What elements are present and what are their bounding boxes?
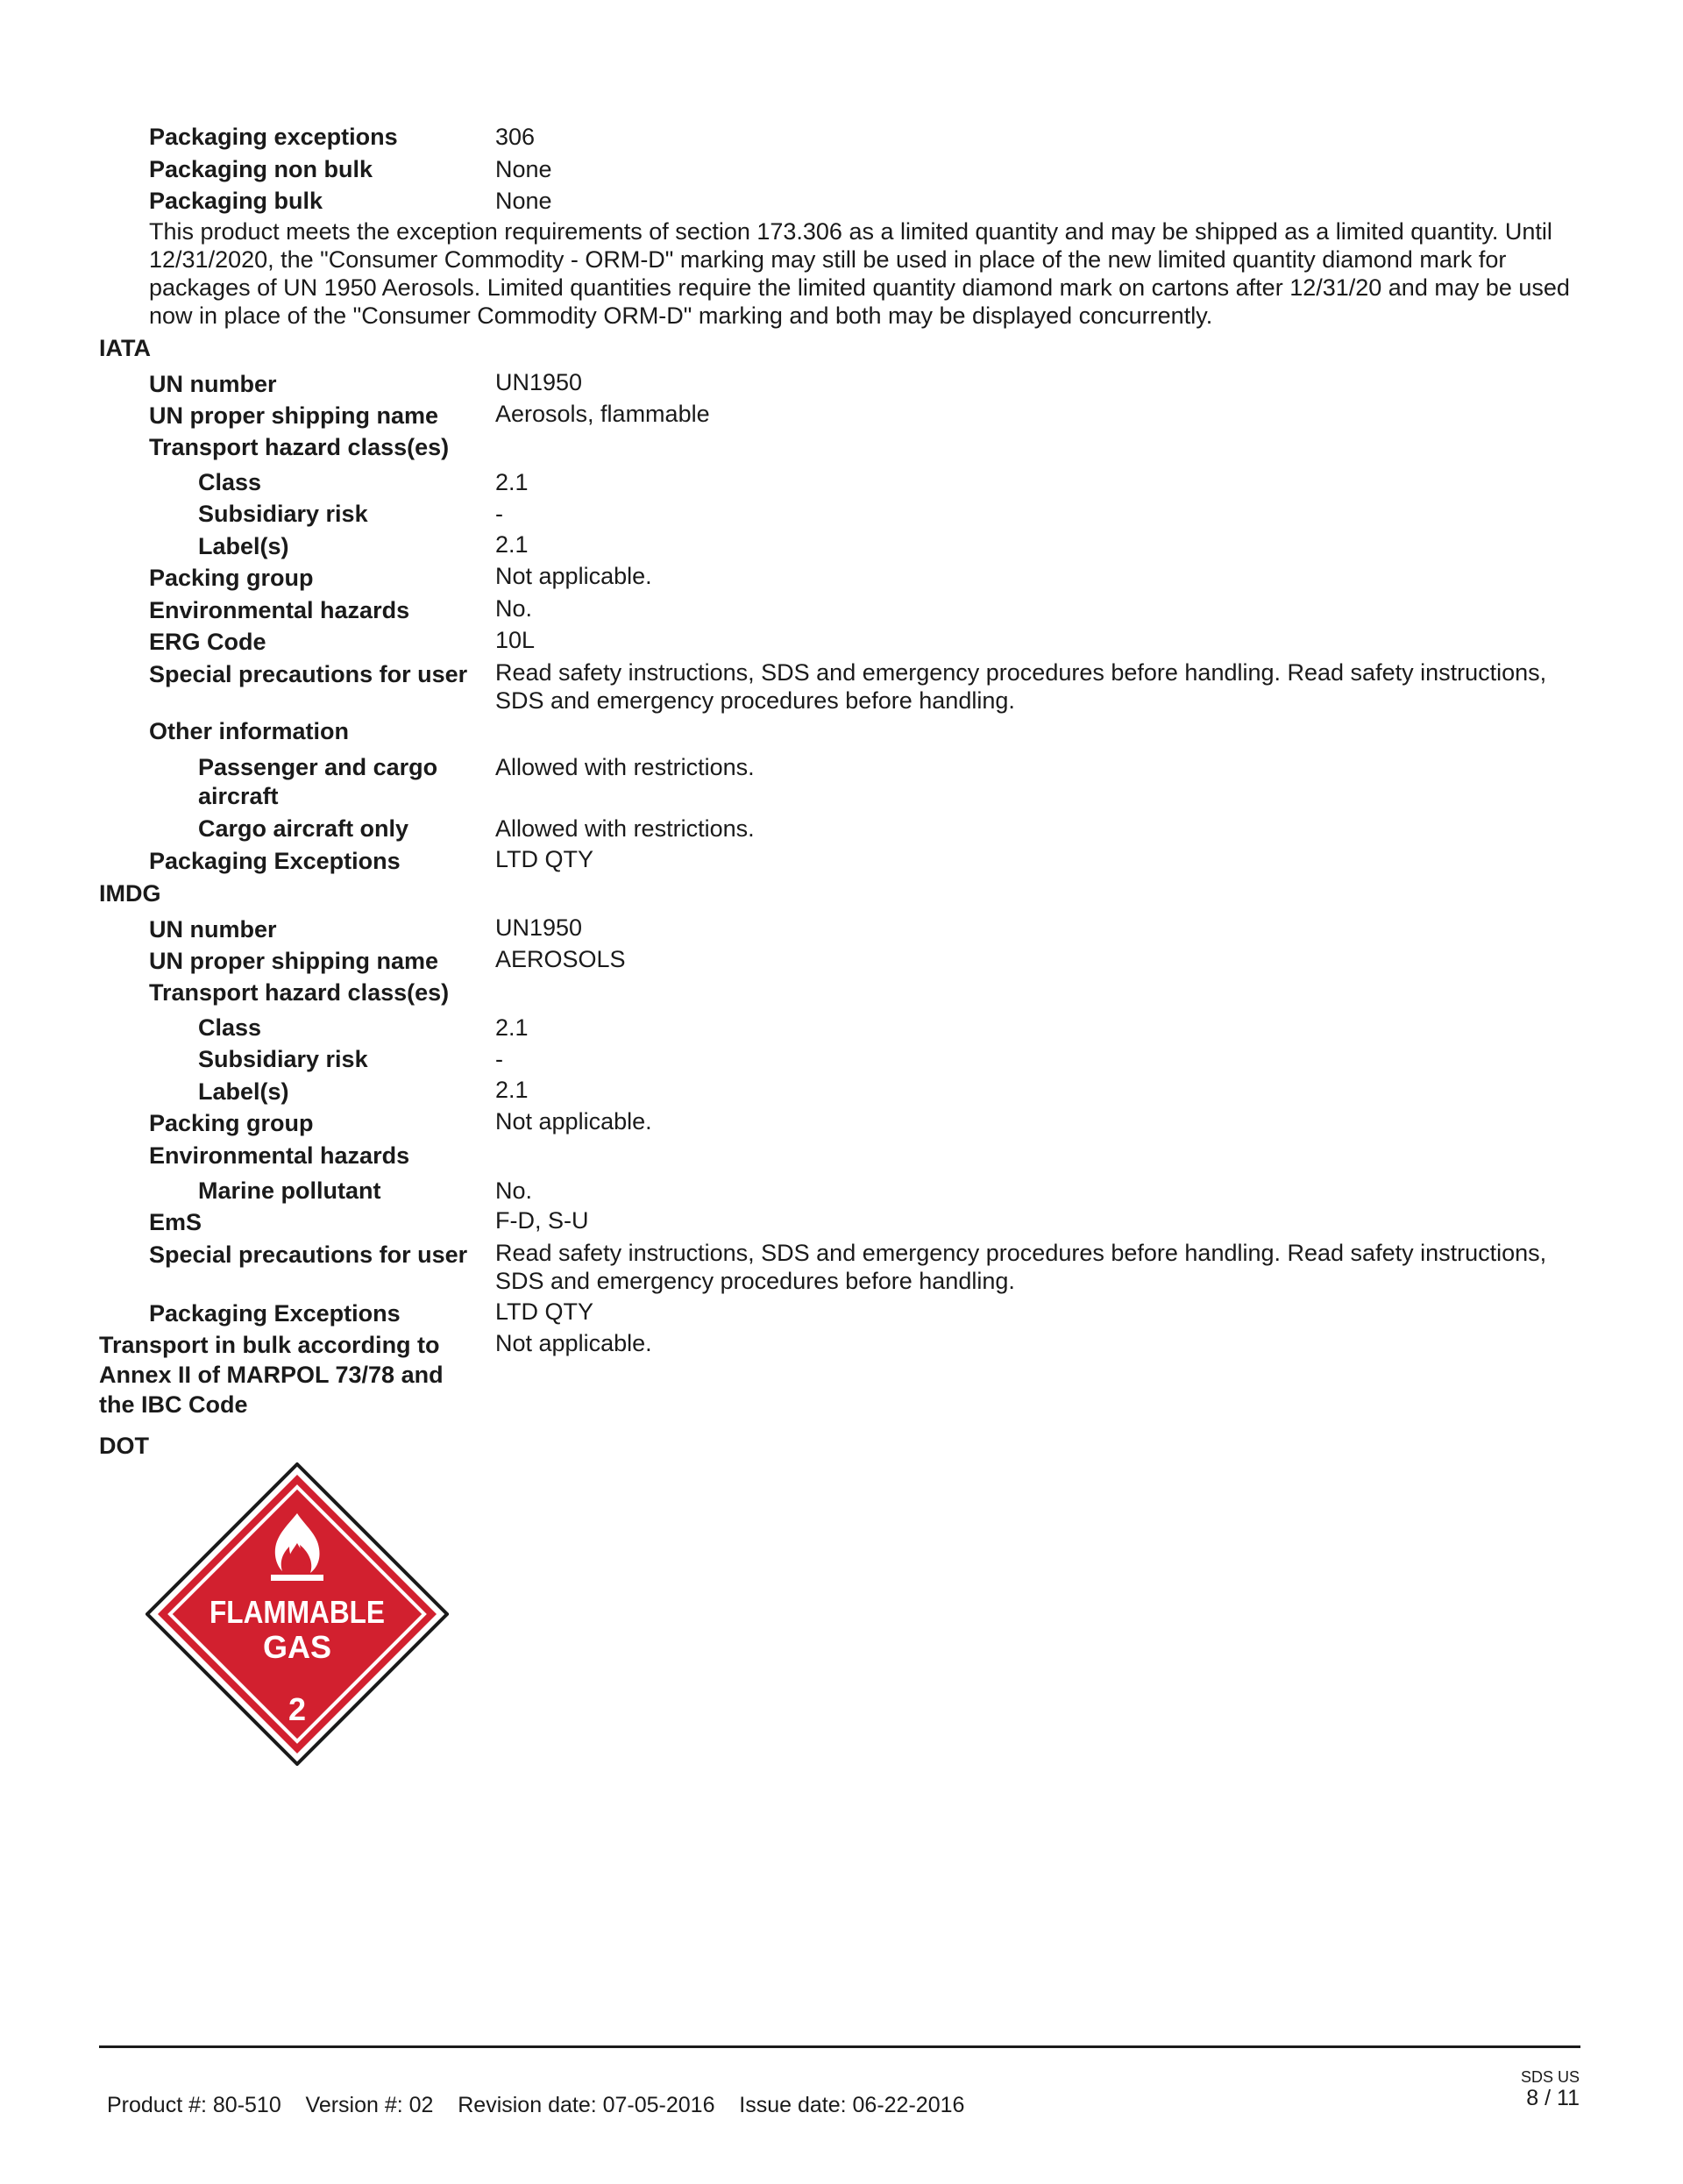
- bulk-label-3: the IBC Code: [99, 1391, 248, 1418]
- imdg-un-number-value: UN1950: [495, 914, 583, 941]
- iata-shipping-name-label: UN proper shipping name: [149, 402, 439, 429]
- placard-class-number: 2: [288, 1691, 307, 1727]
- imdg-heading: IMDG: [99, 880, 161, 907]
- imdg-marine-pollutant-label: Marine pollutant: [198, 1177, 381, 1204]
- placard-line2: GAS: [262, 1629, 332, 1665]
- iata-env-hazards-label: Environmental hazards: [149, 597, 410, 623]
- iata-un-number-value: UN1950: [495, 369, 583, 395]
- bulk-value: Not applicable.: [495, 1330, 652, 1356]
- bulk-label-1: Transport in bulk according to: [99, 1332, 440, 1358]
- imdg-marine-pollutant-value: No.: [495, 1177, 533, 1204]
- iata-hazard-classes-label: Transport hazard class(es): [149, 434, 450, 460]
- packaging-bulk-label: Packaging bulk: [149, 188, 323, 214]
- imdg-packing-group-value: Not applicable.: [495, 1108, 652, 1135]
- footer-page-number: 8 / 11: [1526, 2086, 1580, 2110]
- imdg-shipping-name-label: UN proper shipping name: [149, 948, 439, 974]
- iata-un-number-label: UN number: [149, 371, 277, 397]
- iata-passenger-cargo-value: Allowed with restrictions.: [495, 754, 755, 780]
- iata-cargo-only-label: Cargo aircraft only: [198, 815, 409, 842]
- iata-class-value: 2.1: [495, 469, 529, 495]
- imdg-labels-label: Label(s): [198, 1078, 289, 1105]
- footer-product-info: Product #: 80-510 Version #: 02 Revision date: 07-05-2016 Issue date: 06-22-2016: [107, 2093, 965, 2117]
- imdg-packaging-exceptions-label: Packaging Exceptions: [149, 1300, 401, 1327]
- iata-cargo-only-value: Allowed with restrictions.: [495, 815, 755, 842]
- footer-sds-label: SDS US: [1520, 2068, 1580, 2086]
- imdg-special-precautions-label: Special precautions for user: [149, 1241, 468, 1268]
- iata-class-label: Class: [198, 469, 262, 495]
- iata-packaging-exceptions-label: Packaging Exceptions: [149, 848, 401, 874]
- iata-subsidiary-risk-value: -: [495, 501, 503, 527]
- footer-rule: [99, 2045, 1580, 2048]
- imdg-special-precautions-value: Read safety instructions, SDS and emergency procedures before handling. Read safety instructions, SDS and emergency procedures before handling.: [495, 1240, 1547, 1294]
- iata-packaging-exceptions-value: LTD QTY: [495, 846, 594, 872]
- iata-labels-value: 2.1: [495, 531, 529, 558]
- iata-subsidiary-risk-label: Subsidiary risk: [198, 501, 368, 527]
- flammable-gas-placard: [146, 1462, 449, 1766]
- imdg-ems-label: EmS: [149, 1209, 202, 1235]
- iata-packing-group-label: Packing group: [149, 565, 314, 591]
- imdg-hazard-classes-label: Transport hazard class(es): [149, 979, 450, 1006]
- iata-erg-code-label: ERG Code: [149, 629, 266, 655]
- iata-heading: IATA: [99, 335, 151, 361]
- packaging-exceptions-value: 306: [495, 124, 536, 150]
- iata-env-hazards-value: No.: [495, 595, 533, 622]
- iata-other-info-label: Other information: [149, 718, 349, 744]
- iata-labels-label: Label(s): [198, 533, 289, 559]
- iata-special-precautions-label: Special precautions for user: [149, 661, 468, 687]
- packaging-exceptions-label: Packaging exceptions: [149, 124, 398, 150]
- iata-packing-group-value: Not applicable.: [495, 563, 652, 589]
- imdg-class-label: Class: [198, 1014, 262, 1041]
- iata-erg-code-value: 10L: [495, 627, 536, 653]
- imdg-packing-group-label: Packing group: [149, 1110, 314, 1136]
- packaging-non-bulk-label: Packaging non bulk: [149, 156, 373, 182]
- iata-passenger-cargo-label-2: aircraft: [198, 783, 279, 809]
- iata-special-precautions-value: Read safety instructions, SDS and emergency procedures before handling. Read safety instructions, SDS and emergency procedures before handling.: [495, 659, 1547, 714]
- placard-line1: FLAMMABLE: [209, 1594, 385, 1630]
- imdg-shipping-name-value: AEROSOLS: [495, 946, 626, 972]
- iata-shipping-name-value: Aerosols, flammable: [495, 401, 710, 427]
- imdg-env-hazards-label: Environmental hazards: [149, 1142, 410, 1169]
- dot-heading: DOT: [99, 1433, 149, 1459]
- imdg-class-value: 2.1: [495, 1014, 529, 1041]
- packaging-bulk-value: None: [495, 188, 552, 214]
- imdg-labels-value: 2.1: [495, 1077, 529, 1103]
- imdg-packaging-exceptions-value: LTD QTY: [495, 1298, 594, 1325]
- packaging-non-bulk-value: None: [495, 156, 552, 182]
- imdg-un-number-label: UN number: [149, 916, 277, 943]
- imdg-subsidiary-risk-value: -: [495, 1046, 503, 1072]
- limited-quantity-note: This product meets the exception requirements of section 173.306 as a limited quantity and may be shipped as a limited quantity. Until 12/31/2020, the "Consumer Commodity - ORM-D" marking may still be used in place of the new limited quantity diamond mark for packages of UN 1950 Aerosols. Limited quantities require the limited quantity diamond mark on cartons after 12/31/20 and may be used now in place of the "Consumer Commodity ORM-D" marking and both may be displayed concurrently.: [149, 218, 1570, 329]
- imdg-ems-value: F-D, S-U: [495, 1207, 589, 1234]
- bulk-label-2: Annex II of MARPOL 73/78 and: [99, 1362, 444, 1388]
- imdg-subsidiary-risk-label: Subsidiary risk: [198, 1046, 368, 1072]
- iata-passenger-cargo-label-1: Passenger and cargo: [198, 754, 438, 780]
